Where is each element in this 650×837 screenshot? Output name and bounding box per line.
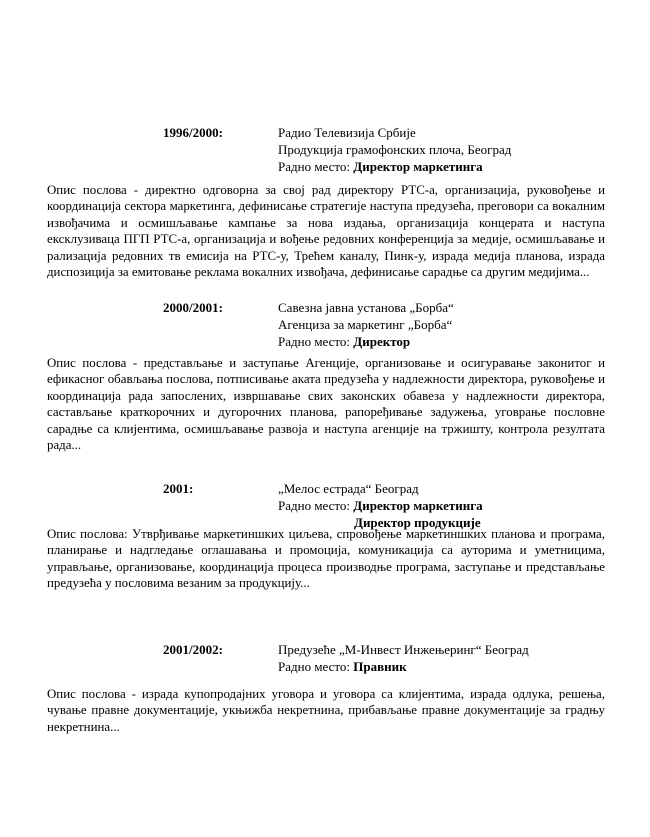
position-label: Радно место: xyxy=(278,659,351,674)
job-period: 1996/2000: xyxy=(163,125,223,140)
job-position xyxy=(278,333,454,350)
position-title: Директор xyxy=(353,334,411,349)
employer-name: Радио Телевизија Србије xyxy=(278,125,416,140)
position-title-secondary: Директор продукције xyxy=(354,515,481,530)
position-title: Директор маркетинга xyxy=(353,159,483,174)
job-description: Опис послова - директно одговорна за свој рад директору РТС-а, организација, руковођење и координација сектора маркетинга, дефинисање стратегије наступа предузећа, преговори са вокалним извођачима и осмишљавање кампање за нова издања, организација концерата и наступа ексклузиваца ПГП РТС-а, организација и вођење редовних конференција за медије, осмишљавање и рализација редовних тв емисија на РТС-у, Трећем каналу, Пинк-у, израда медија планова, израда диспозиција за емитовање реклама вокалних извођача, дефинисање сарадње са другим медијима... xyxy=(47,183,605,280)
job-position xyxy=(278,658,529,675)
job-position xyxy=(278,158,511,175)
position-label: Радно место: xyxy=(278,498,351,513)
job-description: Опис послова - израда купопродајних уговора и уговора са клијентима, израда одлука, решења, чување правне документације, укњижба некретнина, прибављање правне документације за градњу некретнина... xyxy=(47,687,605,734)
job-employer xyxy=(278,480,483,531)
job-period: 2001: xyxy=(163,481,194,496)
job-employer xyxy=(278,299,454,350)
job-position xyxy=(278,497,483,514)
job-employer xyxy=(278,124,511,175)
employer-division: Агенциза за маркетинг „Борба“ xyxy=(278,317,453,332)
position-label: Радно место: xyxy=(278,159,351,174)
employer-name: Предузеће „М-Инвест Инжењеринг“ Београд xyxy=(278,642,529,657)
job-employer xyxy=(278,641,529,675)
job-description: Опис послова - представљање и заступање Агенције, организовање и осигуравање законитог и ефикасног обављања послова, потписивање аката предузећа у надлежности директора, руковођење и координација рада запослених, извршавање свих законских обавеза у надлежности директора, састављање краткорочних и дугорочних планова, рапоређивање задужења, уговрање пословне сарадње са клијентима, осмишљавање развоја и наступа агенције на тржишту, контрола резултата рада... xyxy=(47,356,605,453)
position-title: Директор маркетинга xyxy=(353,498,483,513)
position-title: Правник xyxy=(353,659,407,674)
job-period: 2001/2002: xyxy=(163,642,223,657)
job-description: Опис послова: Утврђивање маркетиншких циљева, спровођење маркетиншких планова и програма, планирање и надгледање оглашавања и промоција, комуникација са ауторима и уметницима, управљање, организовање, координација процеса производње програма, заступање и представљање предузећа у пословима везаним за продукцију... xyxy=(47,527,605,591)
employer-name: Савезна јавна установа „Борба“ xyxy=(278,300,454,315)
employer-name: „Мелос естрада“ Београд xyxy=(278,481,419,496)
job-period: 2000/2001: xyxy=(163,300,223,315)
employer-division: Продукција грамофонских плоча, Београд xyxy=(278,142,512,157)
position-label: Радно место: xyxy=(278,334,351,349)
